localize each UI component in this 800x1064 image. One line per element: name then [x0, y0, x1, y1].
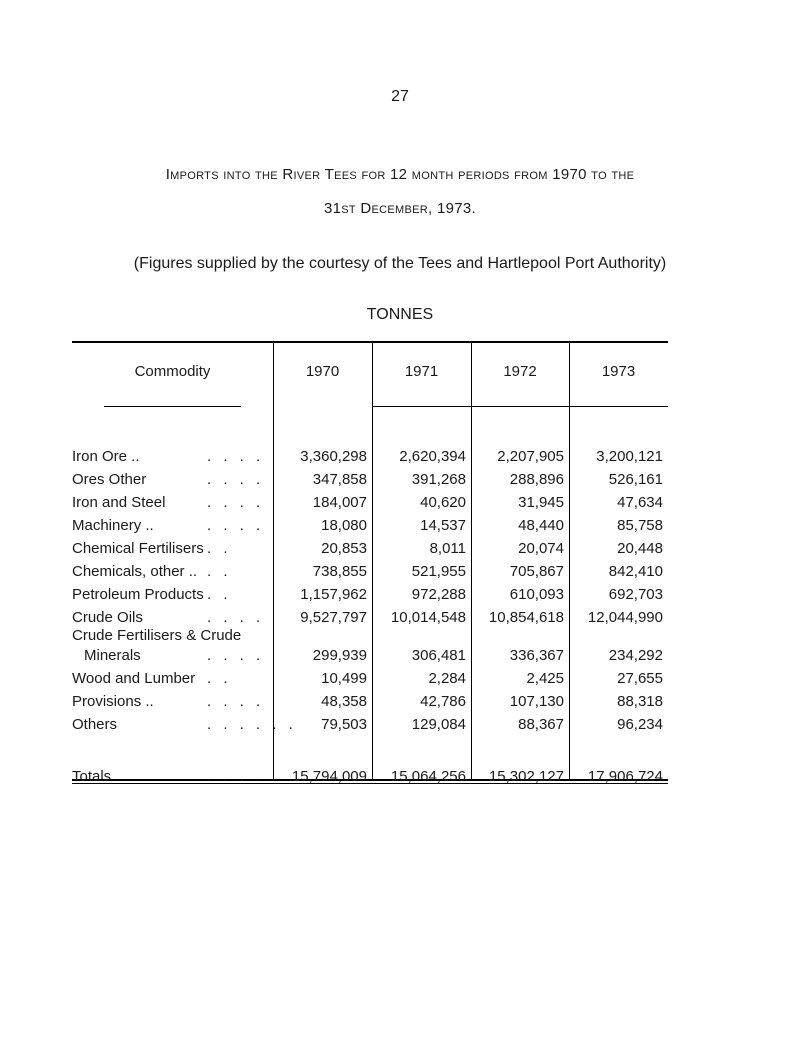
commodity-name: Iron Ore ..	[72, 448, 140, 465]
table-cell-value: 48,440	[518, 517, 564, 534]
commodity-name: Crude Oils	[72, 609, 143, 626]
table-cell-value: 842,410	[608, 563, 663, 580]
table-cell-value: 692,703	[608, 586, 663, 603]
table-cell-value: 48,358	[321, 693, 367, 710]
table-cell-value: 306,481	[411, 647, 466, 664]
leader-dots: . . . .	[207, 448, 265, 465]
leader-dots: . . . .	[207, 647, 265, 664]
table-cell-value: 526,161	[608, 471, 663, 488]
table-cell-value: 14,537	[420, 517, 466, 534]
table-cell-value: 610,093	[509, 586, 564, 603]
table-cell-value: 2,620,394	[399, 448, 466, 465]
table-cell-value: 20,074	[518, 540, 564, 557]
table-cell-value: 40,620	[420, 494, 466, 511]
leader-dots: . . . .	[207, 693, 265, 710]
commodity-name: Iron and Steel	[72, 494, 166, 511]
column-header-1973: 1973	[601, 363, 636, 380]
column-divider	[372, 341, 373, 781]
title-line-1: Imports into the River Tees for 12 month periods from 1970 to the	[165, 166, 635, 183]
table-cell-value: 347,858	[312, 471, 367, 488]
totals-label: Totals	[72, 768, 112, 785]
leader-dots: . .	[207, 540, 232, 557]
table-cell-value: 85,758	[617, 517, 663, 534]
page-number: 27	[391, 88, 409, 105]
title-line-2: 31st December, 1973.	[323, 200, 476, 217]
table-cell-value: 79,503	[321, 716, 367, 733]
source-note: (Figures supplied by the courtesy of the Tees and Hartlepool Port Authority)	[133, 255, 667, 272]
table-cell-value: 42,786	[420, 693, 466, 710]
commodity-name: Provisions ..	[72, 693, 154, 710]
commodity-name: Wood and Lumber	[72, 670, 196, 687]
leader-dots: . .	[207, 670, 232, 687]
table-cell-value: 31,945	[518, 494, 564, 511]
table-cell-value: 10,499	[321, 670, 367, 687]
leader-dots: . . . . . .	[207, 768, 297, 785]
commodity-name: Others	[72, 716, 118, 733]
table-cell-value: 47,634	[617, 494, 663, 511]
table-cell-value: 88,367	[518, 716, 564, 733]
table-cell-value: 8,011	[429, 540, 466, 557]
units-label: TONNES	[366, 306, 434, 323]
table-cell-value: 3,360,298	[300, 448, 367, 465]
table-cell-value: 88,318	[617, 693, 663, 710]
table-cell-value: 184,007	[312, 494, 367, 511]
leader-dots: . . . .	[207, 494, 265, 511]
table-cell-value: 2,284	[428, 670, 466, 687]
table-cell-value: 96,234	[617, 716, 663, 733]
column-divider	[471, 341, 472, 781]
table-cell-value: 705,867	[509, 563, 564, 580]
column-header-1972: 1972	[503, 363, 537, 380]
table-cell-value: 234,292	[608, 647, 663, 664]
totals-value: 15,794,009	[291, 768, 367, 785]
commodity-name: Machinery ..	[72, 517, 154, 534]
table-cell-value: 107,130	[509, 693, 564, 710]
table-cell-value: 299,939	[312, 647, 367, 664]
table-cell-value: 521,955	[411, 563, 466, 580]
table-cell-value: 2,425	[526, 670, 564, 687]
column-header-1971: 1971	[404, 363, 439, 380]
table-cell-value: 10,014,548	[390, 609, 466, 626]
column-divider	[273, 341, 274, 781]
commodity-name: Chemicals, other ..	[72, 563, 198, 580]
column-header-1970: 1970	[305, 363, 340, 380]
table-cell-value: 391,268	[411, 471, 466, 488]
imports-table	[72, 341, 668, 785]
leader-dots: . . . .	[207, 517, 265, 534]
table-cell-value: 20,853	[321, 540, 367, 557]
table-cell-value: 2,207,905	[497, 448, 564, 465]
table-cell-value: 20,448	[617, 540, 663, 557]
leader-dots: . . . . . .	[207, 716, 297, 733]
table-cell-value: 3,200,121	[596, 448, 663, 465]
table-cell-value: 12,044,990	[587, 609, 663, 626]
commodity-name: Chemical Fertilisers	[72, 540, 204, 557]
table-cell-value: 18,080	[321, 517, 367, 534]
table-cell-value: 288,896	[509, 471, 564, 488]
table-cell-value: 1,157,962	[300, 586, 367, 603]
table-cell-value: 10,854,618	[488, 609, 564, 626]
leader-dots: . .	[207, 586, 232, 603]
table-cell-value: 336,367	[509, 647, 564, 664]
table-cell-value: 129,084	[411, 716, 466, 733]
totals-value: 15,302,127	[488, 768, 564, 785]
commodity-name: Crude Fertilisers & Crude	[72, 627, 242, 644]
table-cell-value: 972,288	[411, 586, 466, 603]
table-cell-value: 9,527,797	[300, 609, 367, 626]
table-cell-value: 27,655	[617, 670, 663, 687]
leader-dots: . .	[207, 563, 232, 580]
column-divider	[569, 341, 570, 781]
header-rule-commodity	[104, 406, 241, 407]
totals-value: 15,064,256	[390, 768, 466, 785]
column-header-commodity: Commodity	[134, 363, 211, 380]
commodity-name: Petroleum Products	[72, 586, 204, 603]
commodity-name: Ores Other	[72, 471, 147, 488]
top-rule	[72, 341, 668, 343]
leader-dots: . . . .	[207, 609, 265, 626]
leader-dots: . . . .	[207, 471, 265, 488]
totals-value: 17,906,724	[587, 768, 663, 785]
header-rule-years	[372, 406, 668, 407]
table-cell-value: 738,855	[312, 563, 367, 580]
commodity-name-continued: Minerals	[84, 647, 141, 664]
